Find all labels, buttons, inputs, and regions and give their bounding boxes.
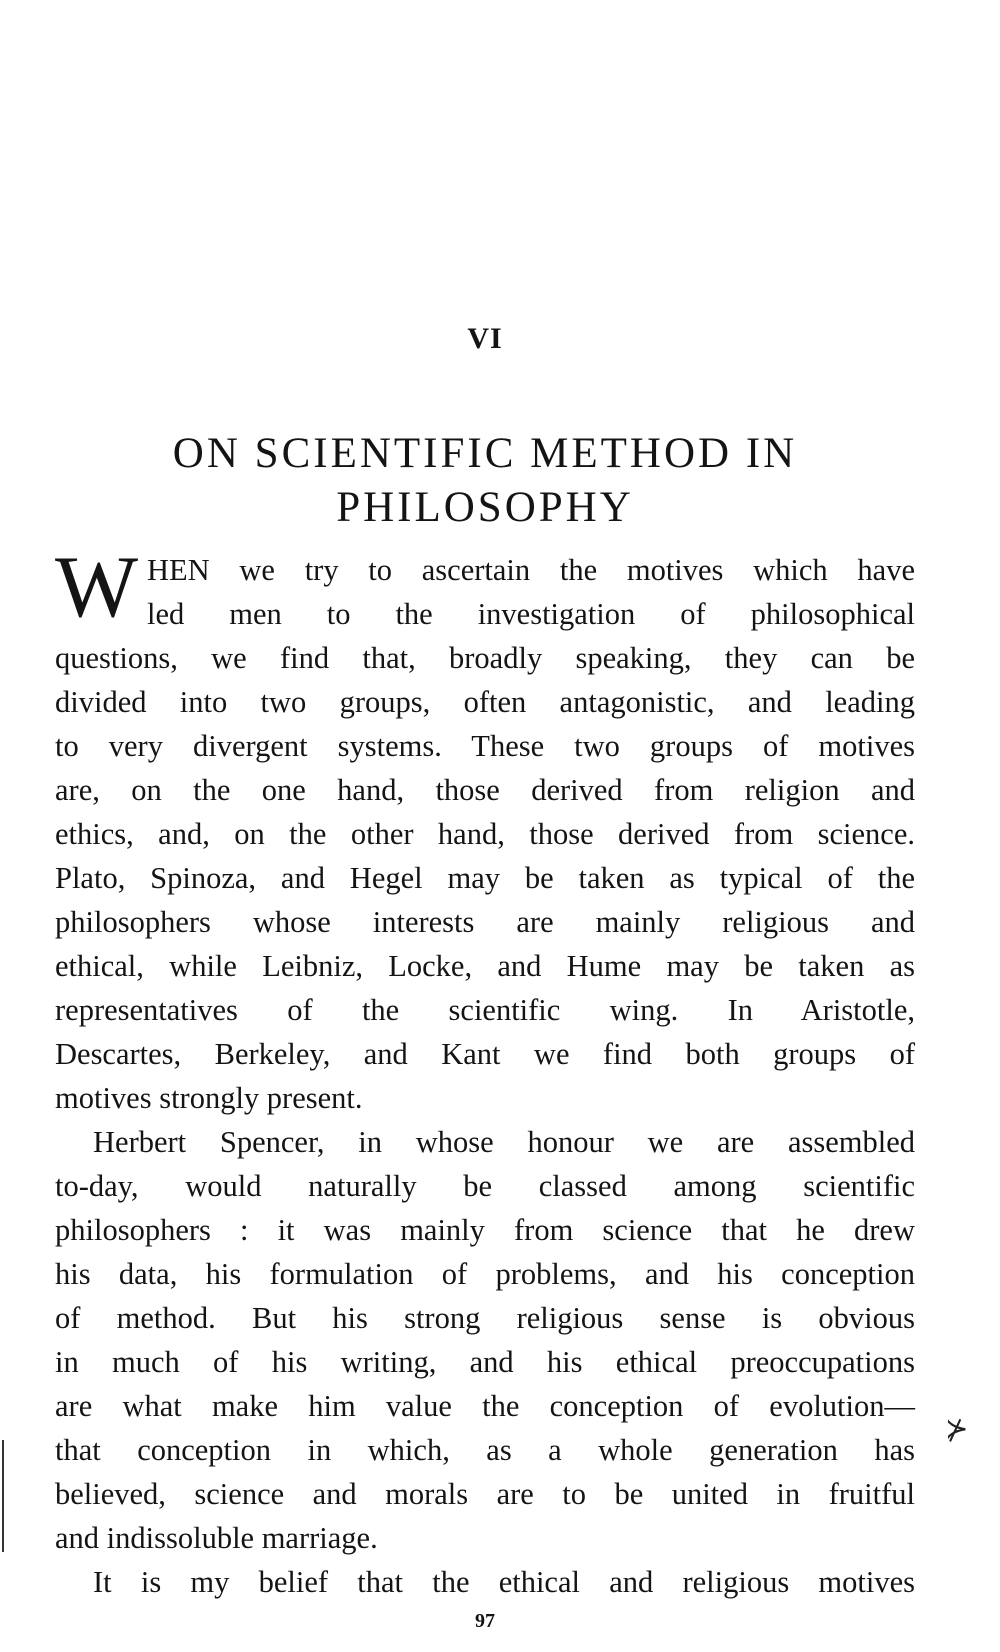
text-line: It is my belief that the ethical and religious motives [93, 1565, 915, 1599]
text-line: of method. But his strong religious sense is obvious [55, 1301, 915, 1335]
text-line: led men to the investigation of philosophical [147, 597, 915, 631]
chapter-title-line-2: PHILOSOPHY [336, 483, 634, 531]
text-line: motives strongly present. [55, 1081, 363, 1115]
text-line: his data, his formulation of problems, and his conception [55, 1257, 915, 1291]
text-line: representatives of the scientific wing. In Aristotle, [55, 993, 915, 1027]
text-line: are what make him value the conception of evolution— [55, 1389, 915, 1423]
chapter-body [55, 539, 915, 1604]
text-line: believed, science and morals are to be united in fruitful [55, 1477, 915, 1511]
text-line: Herbert Spencer, in whose honour we are assembled [93, 1125, 915, 1159]
text-line: and indissoluble marriage. [55, 1521, 378, 1555]
page-number: 97 [475, 1610, 495, 1632]
chapter-number: VI [467, 322, 503, 355]
text-line: that conception in which, as a whole generation has [55, 1433, 915, 1467]
text-line: divided into two groups, often antagonistic, and leading [55, 685, 915, 719]
paragraph-3 [55, 1560, 915, 1604]
drop-cap: W [55, 539, 139, 636]
text-line: to very divergent systems. These two groups of motives [55, 729, 915, 763]
text-line: Descartes, Berkeley, and Kant we find both groups of [55, 1037, 915, 1071]
text-line: in much of his writing, and his ethical preoccupations [55, 1345, 915, 1379]
text-line: philosophers whose interests are mainly religious and [55, 905, 915, 939]
text-line: philosophers : it was mainly from science that he drew [55, 1213, 915, 1247]
paragraph-1 [55, 539, 915, 1120]
text-line: questions, we find that, broadly speaking, they can be [55, 641, 915, 675]
paragraph-2 [55, 1120, 915, 1560]
text-line: ethical, while Leibniz, Locke, and Hume may be taken as [55, 949, 915, 983]
text-line: to-day, would naturally be classed among scientific [55, 1169, 915, 1203]
margin-annotation-mark: ⊁ [945, 1412, 969, 1445]
text-line: ethics, and, on the other hand, those derived from science. [55, 817, 915, 851]
text-line: are, on the one hand, those derived from religion and [55, 773, 915, 807]
text-line: HEN we try to ascertain the motives which have [147, 553, 915, 587]
chapter-title [60, 427, 910, 535]
text-line: Plato, Spinoza, and Hegel may be taken as typical of the [55, 861, 915, 895]
chapter-title-line-1: ON SCIENTIFIC METHOD IN [172, 429, 798, 477]
margin-rule [2, 1440, 4, 1552]
